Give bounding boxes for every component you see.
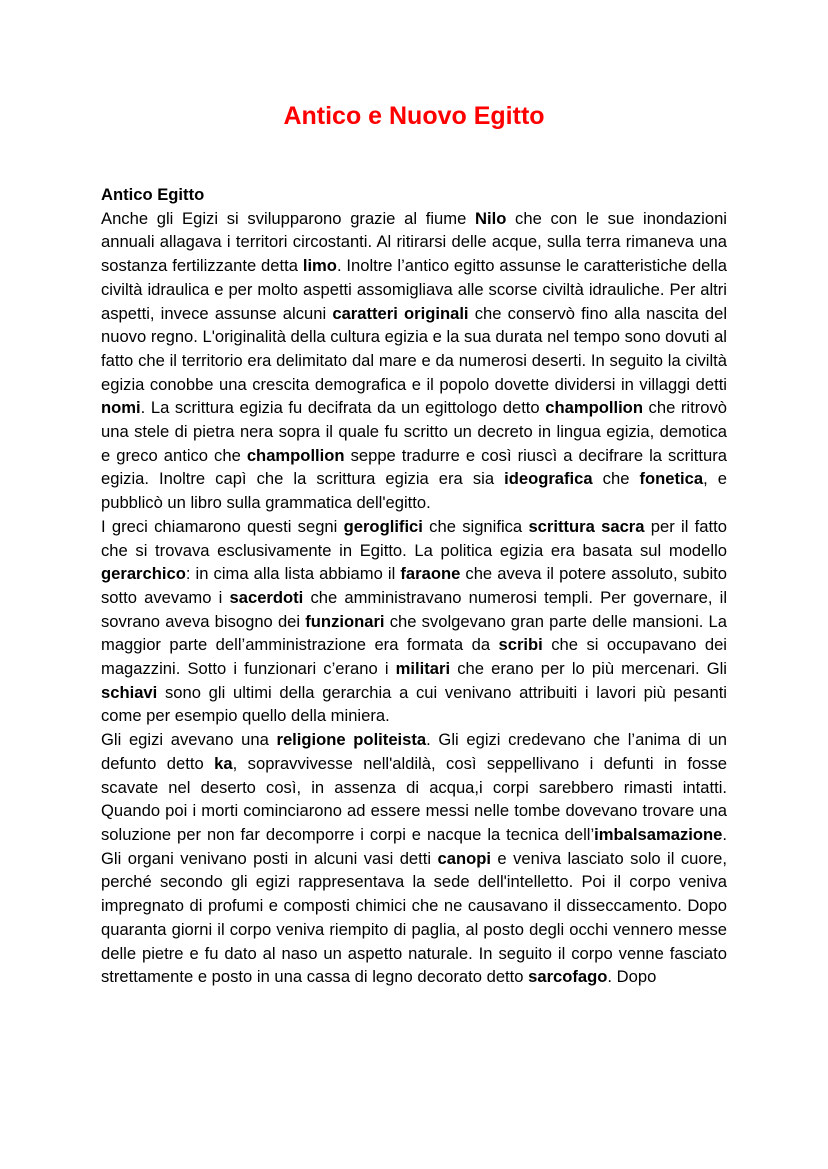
bold-term: schiavi [101, 682, 158, 702]
paragraph [101, 515, 727, 728]
text-run: che amministravano numerosi templi. Per governare, il sovrano aveva bisogno dei [101, 587, 728, 631]
text-run: che erano per lo più mercenari. Gli [450, 659, 727, 679]
bold-term: fonetica [639, 469, 704, 489]
text-run: che si occupavano dei magazzini. Sotto i funzionari c’erano i [101, 635, 727, 679]
bold-term: canopi [437, 848, 491, 868]
text-run: che significa [422, 516, 529, 536]
text-run: Anche gli Egizi si svilupparono grazie al fiume [101, 208, 475, 228]
paragraph [101, 728, 727, 989]
bold-term: sarcofago [528, 967, 608, 987]
bold-term: ka [214, 753, 233, 773]
bold-term: Nilo [475, 208, 507, 228]
text-run: : in cima alla lista abbiamo il [185, 564, 401, 584]
text-run: che con le sue inondazioni annuali allagava i territori circostanti. Al ritirarsi delle acque, sulla terra rimaneva una sostanza fertilizzante detta [101, 208, 727, 276]
bold-term: faraone [400, 564, 461, 584]
bold-term: champollion [246, 445, 345, 465]
text-run: sono gli ultimi della gerarchia a cui venivano attribuiti i lavori più pesanti come per esempio quello della miniera. [101, 682, 727, 726]
text-run: seppe tradurre e così riuscì a decifrare la scrittura egizia. Inoltre capì che la scrittura egizia era sia [101, 445, 728, 489]
text-run: , sopravvivesse nell'aldilà, così seppellivano i defunti in fosse scavate nel deserto così, in assenza di acqua,i corpi sarebbero rimasti intatti. Quando poi i morti cominciarono ad essere messi nelle tombe dovevano trovare una soluzione per non far decomporre i corpi e nacque la tecnica dell’ [101, 753, 727, 844]
text-run: , e pubblicò un libro sulla grammatica dell'egitto. [101, 469, 727, 513]
text-run: . Dopo [607, 967, 657, 987]
text-run: . Gli organi venivano posti in alcuni vasi detti [101, 824, 727, 868]
section-heading: Antico Egitto [101, 185, 205, 204]
paragraph [101, 207, 727, 515]
document-body [101, 183, 727, 989]
text-run: che aveva il potere assoluto, subito sotto avevamo i [101, 564, 727, 607]
bold-term: caratteri originali [332, 303, 469, 323]
document-title: Antico e Nuovo Egitto [283, 102, 545, 130]
bold-term: nomi [101, 398, 141, 418]
bold-term: gerarchico [101, 564, 186, 584]
text-run: e veniva lasciato solo il cuore, perché secondo gli egizi rappresentava la sede dell'intelletto. Poi il corpo veniva impregnato di profumi e composti chimici che ne causavano il disseccamento. Dopo quaranta giorni il corpo veniva riempito di paglia, al posto degli occhi vennero messe delle pietre e fu dato al naso un aspetto naturale. In seguito il corpo venne fasciato strettamente e posto in una cassa di legno decorato detto [101, 848, 727, 987]
bold-term: militari [395, 659, 451, 679]
text-run: per il fatto che si trovava esclusivamente in Egitto. La politica egizia era basata sul modello [101, 516, 727, 560]
bold-term: funzionari [305, 611, 385, 631]
bold-term: sacerdoti [229, 587, 304, 607]
text-run: che conservò fino alla nascita del nuovo regno. L'originalità della cultura egizia e la sua durata nel tempo sono dovuti al fatto che il territorio era delimitato dal mare e da numerosi deserti. In seguito la civiltà egizia conobbe una crescita demografica e il popolo dovette dividersi in villaggi detti [101, 303, 728, 394]
text-run: . La scrittura egizia fu decifrata da un egittologo detto [140, 398, 546, 418]
text-run: che [592, 469, 640, 489]
text-run: I greci chiamarono questi segni [101, 516, 344, 536]
bold-term: ideografica [504, 469, 593, 489]
text-run: . Inoltre l’antico egitto assunse le caratteristiche della civiltà idraulica e per molto aspetti assomigliava alle scorse civiltà idrauliche. Per altri aspetti, invece assunse alcuni [101, 256, 727, 323]
text-run: che ritrovò una stele di pietra nera sopra il quale fu scritto un decreto in lingua egizia, demotica e greco antico che [101, 398, 728, 465]
text-run: che svolgevano gran parte delle mansioni. La maggior parte dell’amministrazione era formata da [101, 611, 727, 655]
text-run: Gli egizi avevano una [101, 730, 277, 750]
bold-term: geroglifici [343, 516, 423, 536]
bold-term: champollion [545, 398, 643, 418]
bold-term: imbalsamazione [594, 824, 723, 844]
bold-term: limo [302, 256, 337, 276]
bold-term: scrittura sacra [528, 516, 645, 536]
bold-term: religione politeista [276, 730, 427, 750]
text-run: . Gli egizi credevano che l’anima di un defunto detto [101, 730, 727, 773]
bold-term: scribi [498, 635, 543, 655]
